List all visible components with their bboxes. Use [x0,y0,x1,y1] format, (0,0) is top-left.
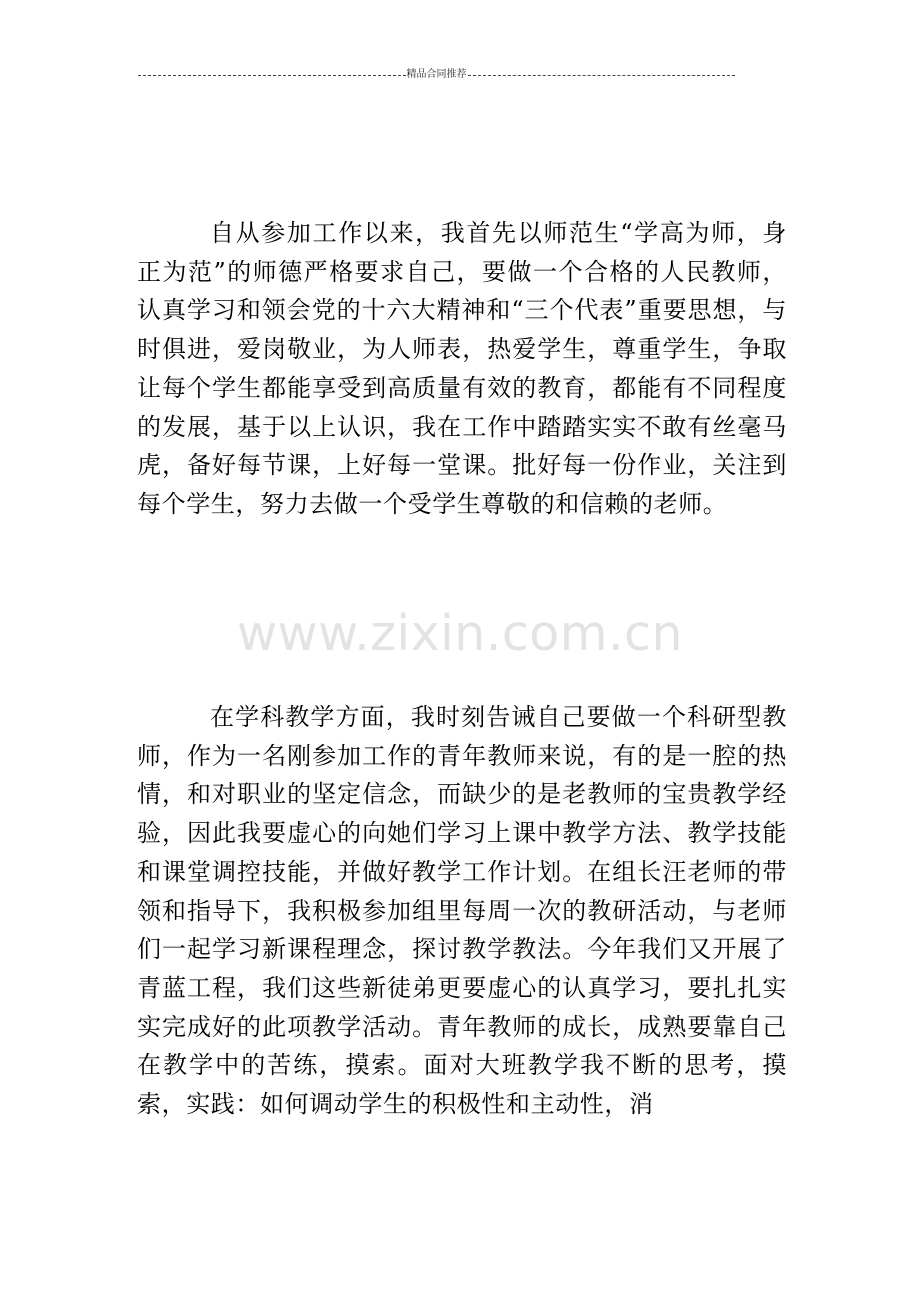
page-header [138,68,735,82]
header-label: 精品合同推荐 [406,69,467,80]
body-paragraph-1: 自从参加工作以来，我首先以师范生“学高为师，身正为范”的师德严格要求自己，要做一个合格的人民教师，认真学习和领会党的十六大精神和“三个代表”重要思想，与时俱进，爱岗敬业，为人师表，热爱学生，尊重学生，争取让每个学生都能享受到高质量有效的教育，都能有不同程度的发展，基于以上认识，我在工作中踏踏实实不敢有丝毫马虎，备好每节课，上好每一堂课。批好每一份作业，关注到每个学生，努力去做一个受学生尊敬的和信赖的老师。 [137,219,787,518]
header-dash-right [468,75,736,76]
watermark: www.zixin.com.cn [236,605,684,662]
header-dash-left [138,75,406,76]
body-paragraph-2: 在学科教学方面，我时刻告诫自己要做一个科研型教师，作为一名刚参加工作的青年教师来说，有的是一腔的热情，和对职业的坚定信念，而缺少的是老教师的宝贵教学经验，因此我要虚心的向她们学习上课中教学方法、教学技能和课堂调控技能，并做好教学工作计划。在组长汪老师的带领和指导下，我积极参加组里每周一次的教研活动，与老师们一起学习新课程理念，探讨教学教法。今年我们又开展了青蓝工程，我们这些新徒弟更要虚心的认真学习，要扎扎实实完成好的此项教学活动。青年教师的成长，成熟要靠自己在教学中的苦练，摸索。面对大班教学我不断的思考，摸索，实践：如何调动学生的积极性和主动性，消 [137,703,787,1119]
